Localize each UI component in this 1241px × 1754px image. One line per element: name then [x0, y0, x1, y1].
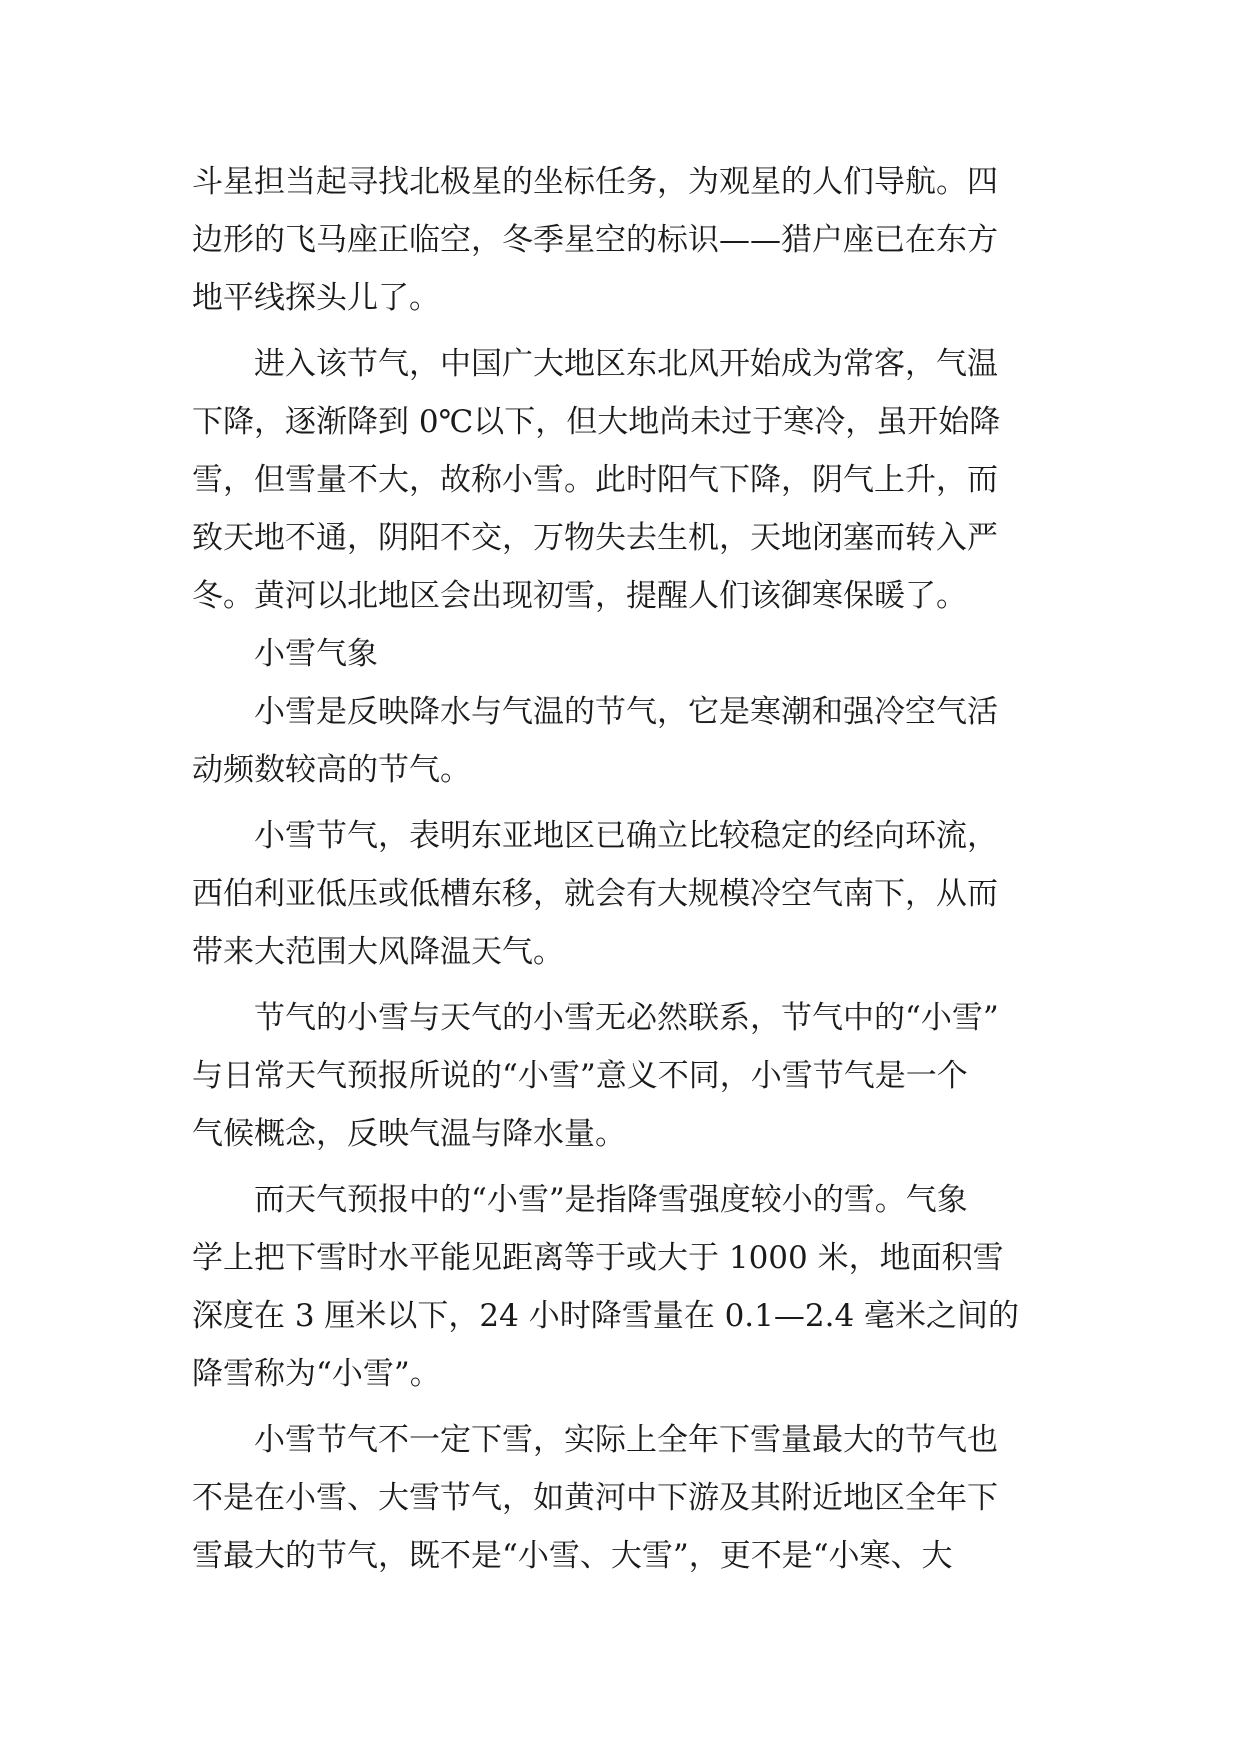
paragraph-first-line: 小雪节气，表明东亚地区已确立比较稳定的经向环流， — [254, 818, 998, 854]
section-heading: 小雪气象 — [254, 636, 378, 672]
text-line: 气候概念，反映气温与降水量。 — [192, 1116, 626, 1152]
text-line: 动频数较高的节气。 — [192, 752, 471, 788]
text-line: 带来大范围大风降温天气。 — [192, 934, 564, 970]
text-line: 边形的飞马座正临空，冬季星空的标识——猎户座已在东方 — [192, 222, 998, 258]
text-line: 地平线探头儿了。 — [192, 280, 440, 316]
text-line: 冬。黄河以北地区会出现初雪，提醒人们该御寒保暖了。 — [192, 578, 967, 614]
paragraph-first-line: 小雪是反映降水与气温的节气，它是寒潮和强冷空气活 — [254, 694, 998, 730]
paragraph-first-line: 进入该节气，中国广大地区东北风开始成为常客，气温 — [254, 346, 998, 382]
text-line: 与日常天气预报所说的“小雪”意义不同，小雪节气是一个 — [192, 1058, 968, 1094]
text-line: 雪，但雪量不大，故称小雪。此时阳气下降，阴气上升，而 — [192, 462, 998, 498]
paragraph-first-line: 而天气预报中的“小雪”是指降雪强度较小的雪。气象 — [254, 1182, 968, 1218]
text-line: 不是在小雪、大雪节气，如黄河中下游及其附近地区全年下 — [192, 1480, 998, 1516]
paragraph-first-line: 节气的小雪与天气的小雪无必然联系，节气中的“小雪” — [254, 1000, 999, 1036]
text-line: 学上把下雪时水平能见距离等于或大于 1000 米，地面积雪 — [192, 1240, 1004, 1276]
paragraph-first-line: 小雪节气不一定下雪，实际上全年下雪量最大的节气也 — [254, 1422, 998, 1458]
text-line: 斗星担当起寻找北极星的坐标任务，为观星的人们导航。四 — [192, 164, 998, 200]
text-line: 深度在 3 厘米以下，24 小时降雪量在 0.1—2.4 毫米之间的 — [192, 1298, 1020, 1334]
text-line: 致天地不通，阴阳不交，万物失去生机，天地闭塞而转入严 — [192, 520, 998, 556]
text-line: 降雪称为“小雪”。 — [192, 1356, 441, 1392]
text-line: 下降，逐渐降到 0℃以下，但大地尚未过于寒冷，虽开始降 — [192, 404, 1001, 440]
text-line: 雪最大的节气，既不是“小雪、大雪”，更不是“小寒、大 — [192, 1538, 953, 1574]
text-line: 西伯利亚低压或低槽东移，就会有大规模冷空气南下，从而 — [192, 876, 998, 912]
